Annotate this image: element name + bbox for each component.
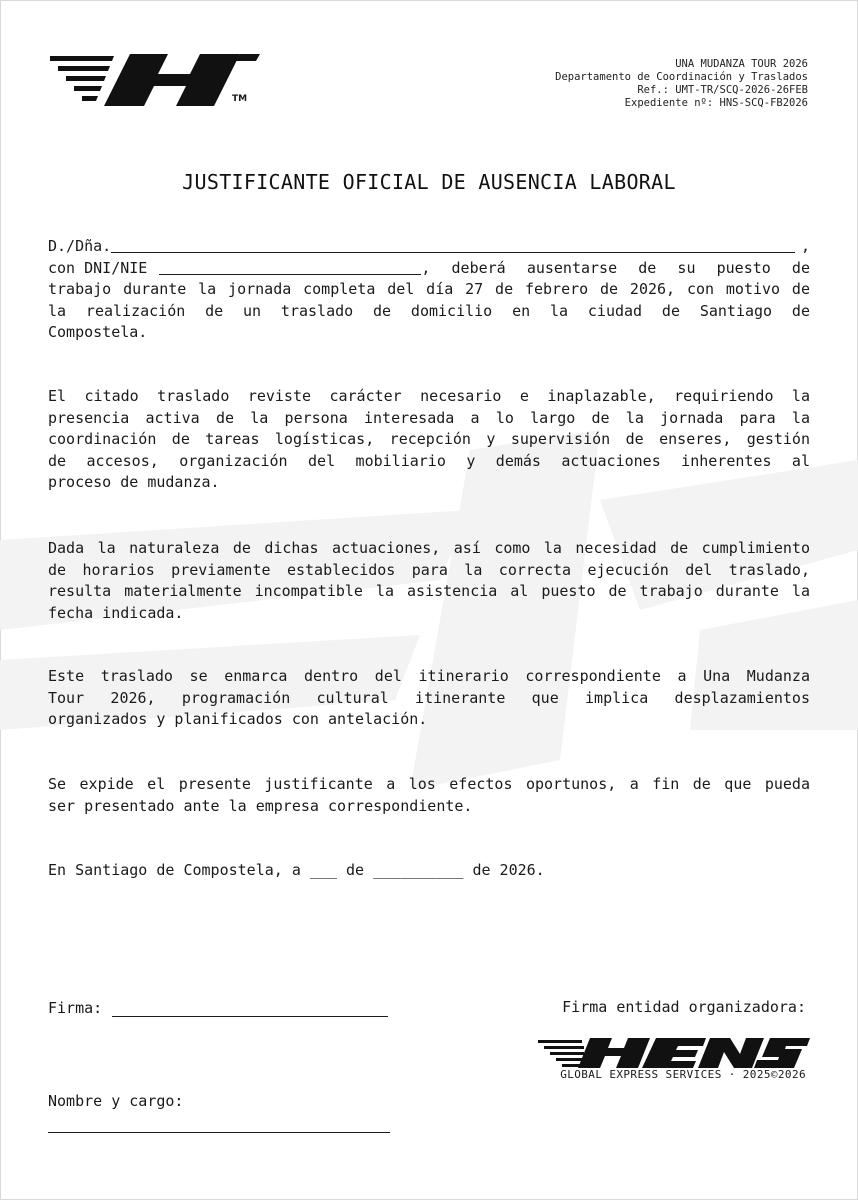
reference-number: Ref.: UMT-TR/SCQ-2026-26FEB xyxy=(637,84,808,96)
paragraph-2-line-3: coordinación de tareas logísticas, recepción y supervisión de enseres, gestión xyxy=(48,430,810,449)
paragraph-2-line-2: presencia activa de la persona interesada a lo largo de la jornada para la xyxy=(48,408,810,427)
name-blank[interactable] xyxy=(111,236,795,253)
trademark-mark: TM xyxy=(232,94,248,104)
place-date: En Santiago de Compostela, a ___ de __________ de 2026. xyxy=(48,861,545,879)
paragraph-2-line-4: de accesos, organización del mobiliario y demás actuaciones inherentes al xyxy=(48,451,810,470)
signature-blank[interactable] xyxy=(112,998,388,1017)
name-role-blank[interactable] xyxy=(48,1132,390,1133)
department-name: Departamento de Coordinación y Traslados xyxy=(555,71,808,83)
name-role-label: Nombre y cargo: xyxy=(48,1092,184,1110)
paragraph-1-line-4: la realización de un traslado de domicilio en la ciudad de Santiago de xyxy=(48,301,810,320)
document-title: JUSTIFICANTE OFICIAL DE AUSENCIA LABORAL xyxy=(182,170,676,194)
paragraph-1-line-5: Compostela. xyxy=(48,323,148,342)
file-number: Expediente nº: HNS-SCQ-FB2026 xyxy=(624,97,808,109)
name-comma: , xyxy=(800,237,810,255)
paragraph-3 xyxy=(48,538,810,624)
paragraph-2-line-5: proceso de mudanza. xyxy=(48,473,220,492)
hens-logo xyxy=(538,1036,810,1070)
paragraph-1-line-3: trabajo durante la jornada completa del día 27 de febrero de 2026, con motivo de xyxy=(48,280,810,299)
paragraph-2-line-1: El citado traslado reviste carácter necesario e inaplazable, requiriendo la xyxy=(48,387,810,405)
paragraph-4 xyxy=(48,666,810,731)
paragraph-4-line-2: Tour 2026, programación cultural itinerante que implica desplazamientos xyxy=(48,688,810,707)
id-blank[interactable] xyxy=(159,258,421,275)
id-line xyxy=(48,258,810,280)
paragraph-4-line-1: Este traslado se enmarca dentro del itinerario correspondiente a Una Mudanza xyxy=(48,667,810,685)
paragraph-2 xyxy=(48,386,810,494)
paragraph-3-line-4: fecha indicada. xyxy=(48,603,184,622)
company-logo xyxy=(50,52,262,108)
h-logo-icon xyxy=(50,52,262,108)
paragraph-5-line-2: ser presentado ante la empresa correspondiente. xyxy=(48,796,473,815)
header-info xyxy=(555,58,808,110)
paragraph-3-line-1: Dada la naturaleza de dichas actuaciones, así como la necesidad de cumplimiento xyxy=(48,539,810,557)
id-label: con DNI/NIE xyxy=(48,258,148,277)
signature-label: Firma: xyxy=(48,999,103,1017)
paragraph-4-line-3: organizados y planificados con antelación. xyxy=(48,710,428,729)
paragraph-3-line-2: de horarios previamente establecidos para la correcta ejecución del traslado, xyxy=(48,560,810,579)
paragraph-1 xyxy=(48,236,810,344)
paragraph-5 xyxy=(48,774,810,817)
entity-signature-label: Firma entidad organizadora: xyxy=(562,998,806,1016)
id-line-rest: , deberá ausentarse de su puesto de xyxy=(421,258,810,277)
paragraph-3-line-3: resulta materialmente incompatible la asistencia al puesto de trabajo durante la xyxy=(48,582,810,601)
name-label: D./Dña. xyxy=(48,237,112,255)
name-line xyxy=(48,236,810,258)
signature-field xyxy=(48,998,388,1017)
tour-name: UNA MUDANZA TOUR 2026 xyxy=(675,58,808,70)
paragraph-5-line-1: Se expide el presente justificante a los efectos oportunos, a fin de que pueda xyxy=(48,775,810,793)
hens-caption: GLOBAL EXPRESS SERVICES · 2025©2026 xyxy=(560,1068,806,1081)
hens-logo-icon xyxy=(538,1036,810,1070)
